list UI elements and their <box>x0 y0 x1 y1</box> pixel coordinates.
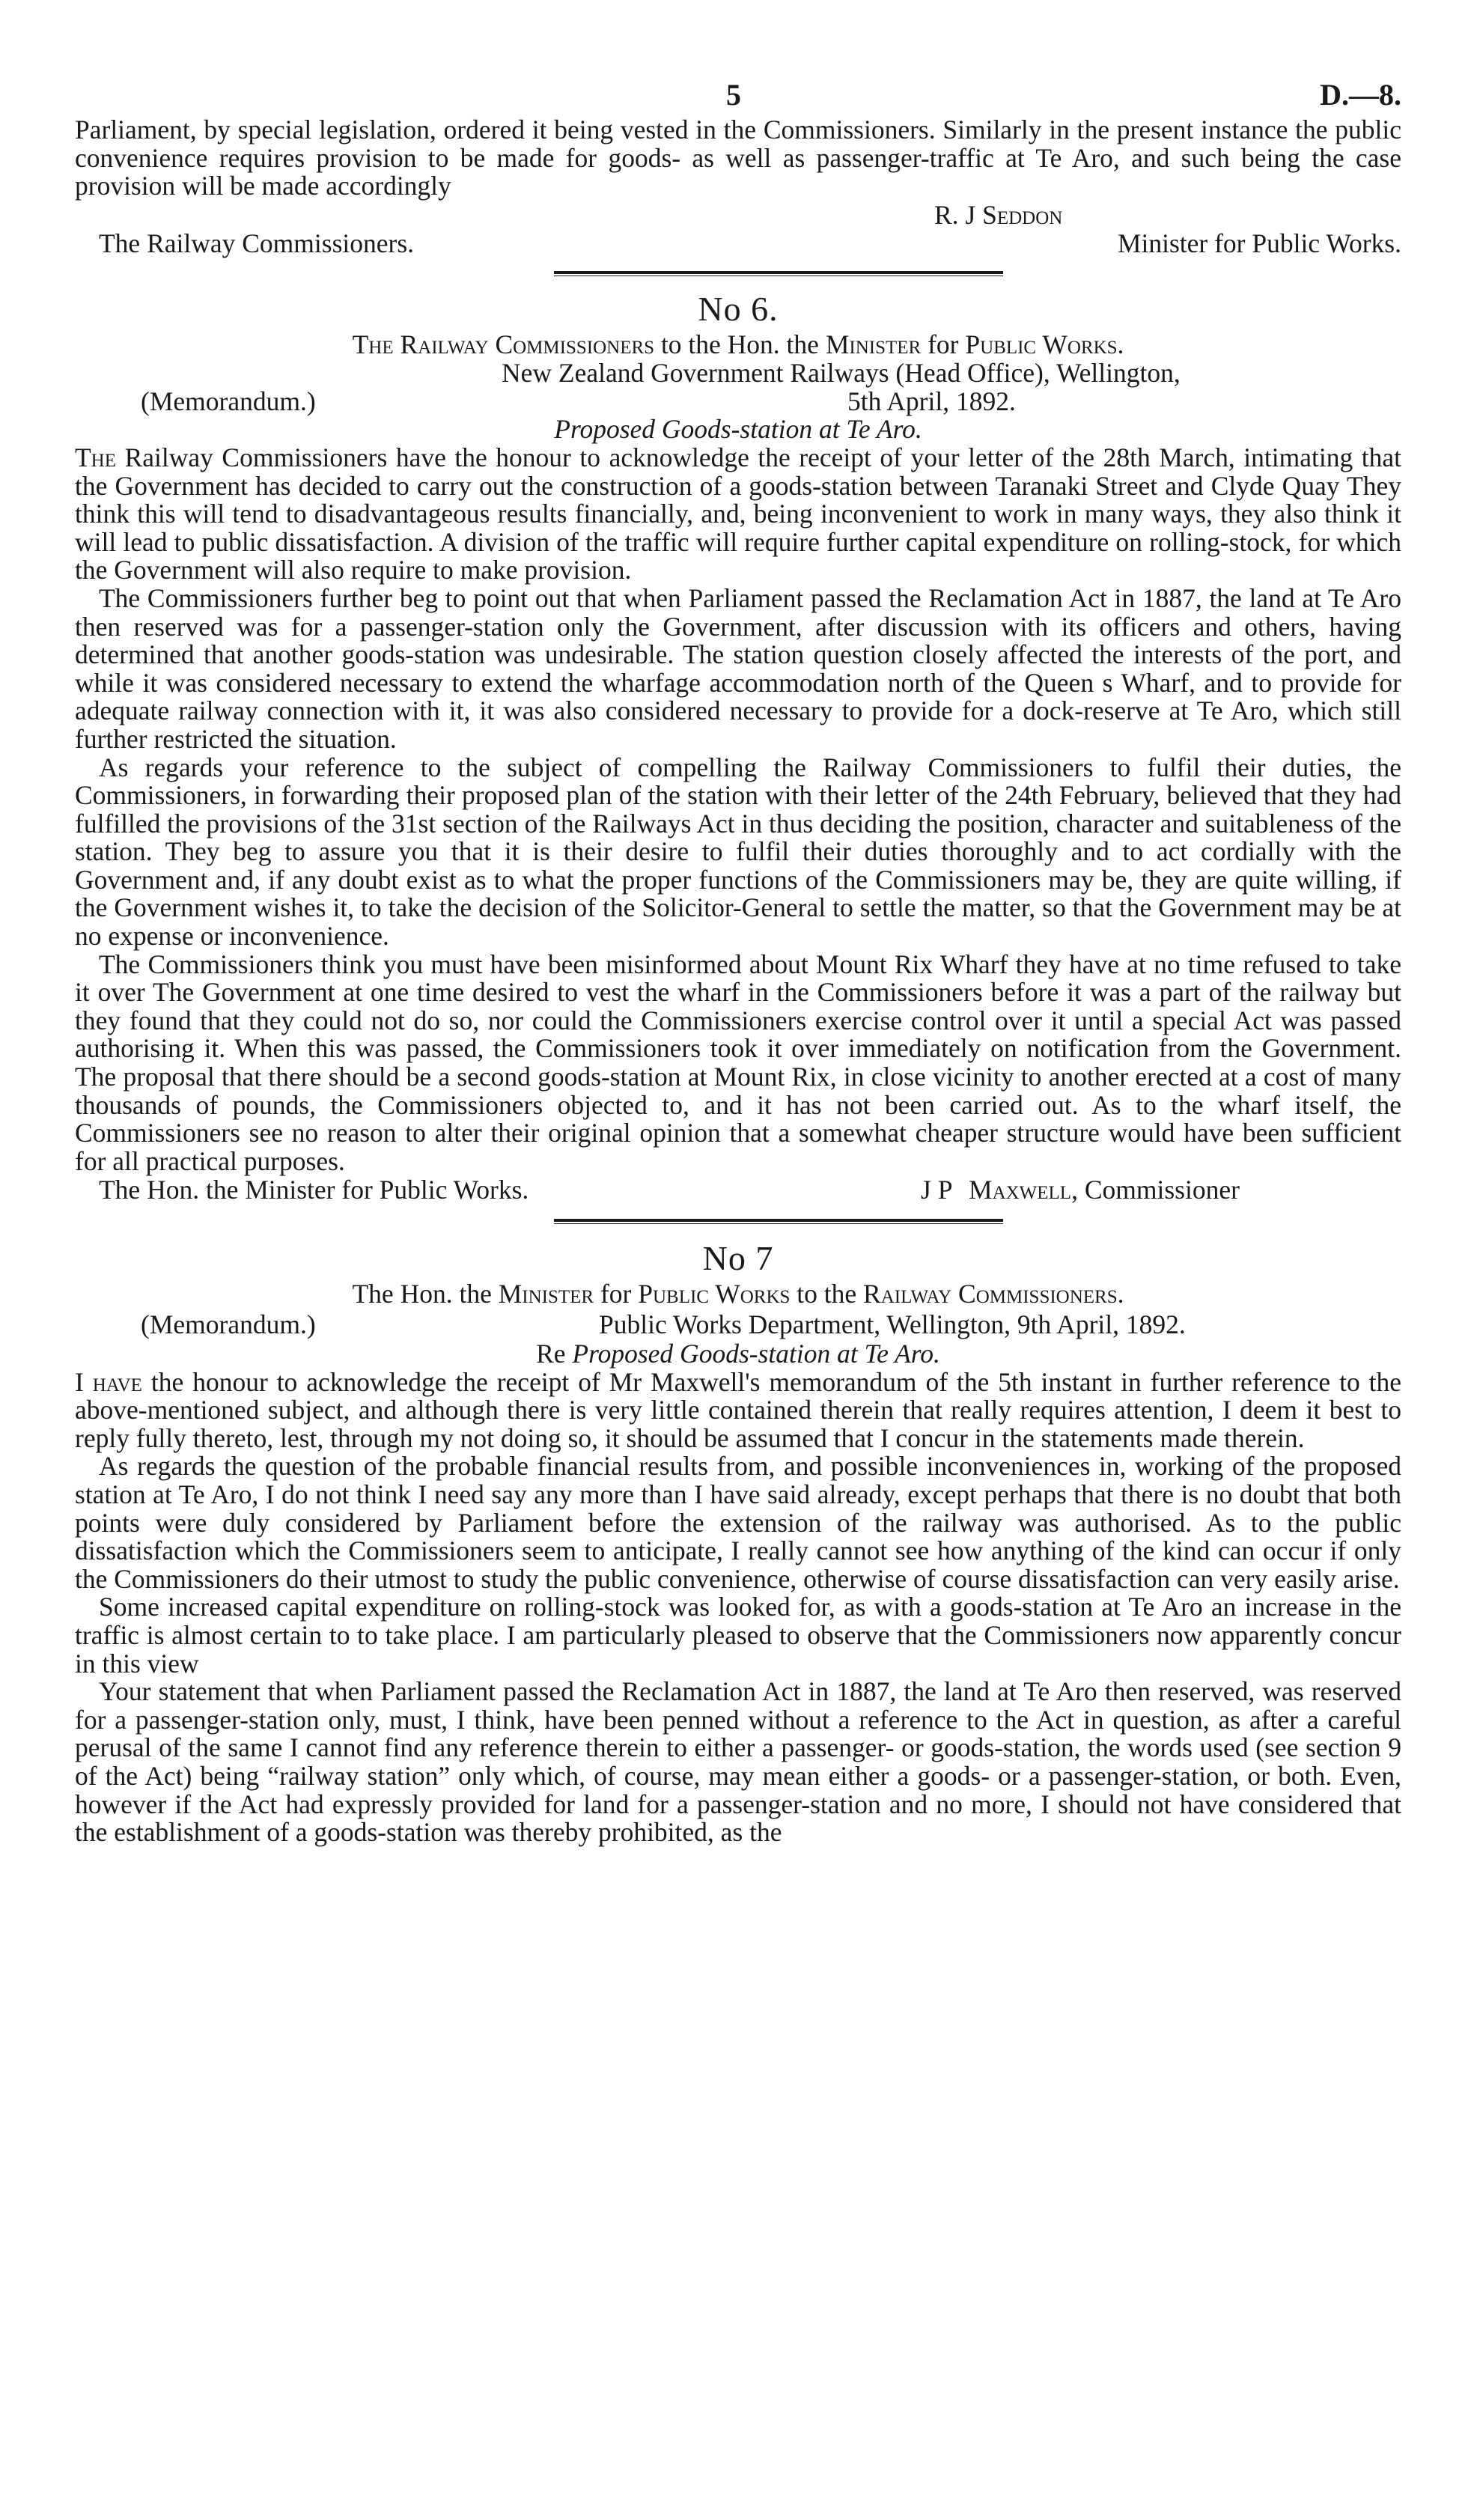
divider-thick-2 <box>554 1219 1003 1222</box>
no6-signature <box>921 1175 1240 1204</box>
no6-subject: Proposed Goods-station at Te Aro. <box>554 414 922 445</box>
page-number: 5 <box>726 78 741 112</box>
no6-paragraph-1-text: Railway Commissioners have the honour to acknowledge the receipt of your letter of the 28th March, intimating that the Government has decided to carry out the construction of a goods-station between Taranaki Street and Clyde Quay They think this will tend to disadvantageous results financially, and, being inconvenient to work in many ways, they also think it will lead to public dissatisfaction. A division of the traffic will require further capital expenditure on rolling-stock, for which the Government will also require to make provision. <box>75 442 1402 585</box>
no7-heading <box>75 1280 1401 1309</box>
no7-heading-dept: Public Works <box>638 1279 791 1309</box>
no6-first-word: The <box>75 442 117 472</box>
continuation-addressee: The Railway Commissioners. <box>99 228 415 258</box>
no7-paragraph-1-text: the honour to acknowledge the receipt of Mr Maxwell's memorandum of the 5th instant in further reference to the above-mentioned subject, and although there is very little contained therein that really requires attention, I deem it best to reply fully thereto, lest, through my not doing so, it should be assumed that I concur in the statements made therein. <box>75 1366 1402 1453</box>
continuation-signer-title: Minister for Public Works. <box>1117 228 1401 258</box>
no6-heading-for: for <box>928 329 959 359</box>
no6-paragraph-2: The Commissioners further beg to point out that when Parliament passed the Reclamation Act in 1887, the land at Te Aro then reserved was for a passenger-station only the Government, after discussion with its officers and others, having determined that another goods-station was undesirable. The station question closely affected the interests of the port, and while it was considered necessary to extend the wharfage accommodation north of the Queen s Wharf, and to provide for adequate railway connection with it, it was also considered necessary to provide for a dock-reserve at Te Aro, which still further restricted the situation. <box>75 582 1401 754</box>
no6-paragraph-3: As regards your reference to the subject of compelling the Railway Commissioners to fulfil their duties, the Commissioners, in forwarding their proposed plan of the station with their letter of the 24th February, believed that they had fulfilled the provisions of the 31st section of the Railways Act in thus deciding the position, character and suitableness of the station. They beg to assure you that it is their desire to fulfil their duties thoroughly and to act cordially with the Government and, if any doubt exist as to what the proper functions of the Commissioners may be, they are quite willing, if the Government wishes it, to take the decision of the Solicitor-General to settle the matter, so that the Government may be at no expense or inconvenience. <box>75 752 1401 952</box>
no7-title: No 7 <box>702 1239 774 1278</box>
continuation-signature-row <box>75 201 1401 229</box>
no7-paragraph-4: Your statement that when Parliament passed the Reclamation Act in 1887, the land at Te Aro then reserved, was reserved for a passenger-station only, must, I think, have been penned without a reference to the Act in question, as after a careful perusal of the same I cannot find any reference therein to either a passenger- or goods-station, the words used (see section 9 of the Act) being “railway station” only which, of course, may mean either a goods- or a passenger-station, or both. Even, however if the Act had expressly provided for land for a passenger-station and no more, I should not have considered that the establishment of a goods-station was thereby prohibited, as the <box>75 1676 1401 1848</box>
divider-thin-2 <box>554 1223 1003 1224</box>
no7-subject <box>75 1340 1401 1369</box>
no7-heading-for: for <box>600 1279 632 1309</box>
no6-signature-initials: J P <box>921 1175 952 1205</box>
no6-signature-title: Commissioner <box>1084 1175 1240 1205</box>
no7-address: Public Works Department, Wellington, 9th April, 1892. <box>599 1309 1186 1339</box>
no7-subject-prefix: Re <box>536 1339 566 1369</box>
no6-heading-to: to the Hon. the <box>660 329 819 359</box>
no7-heading-minister: Minister <box>498 1279 594 1309</box>
no7-first-word: I have <box>75 1366 142 1397</box>
no7-heading-pre: The Hon. the <box>352 1279 492 1309</box>
no6-heading-from: The Railway Commissioners <box>352 329 655 359</box>
no6-heading-minister: Minister <box>825 329 922 359</box>
session-reference: D.—8. <box>1320 78 1401 112</box>
no7-memo-row <box>75 1309 1401 1340</box>
no7-subject-text: Proposed Goods-station at Te Aro. <box>572 1339 940 1369</box>
continuation-closing-row <box>75 229 1401 258</box>
page-header <box>75 71 1401 116</box>
no7-memo-label: (Memorandum.) <box>141 1309 316 1339</box>
seddon-signature: R. J Seddon <box>934 199 1063 230</box>
no6-address-row <box>75 359 1401 387</box>
no6-paragraph-4: The Commissioners think you must have been misinformed about Mount Rix Wharf they have at no time refused to take it over The Government at one time desired to vest the wharf in the Commissioners before it was a part of the railway but they found that they could not do so, nor could the Commissioners exercise control over it until a special Act was passed authorising it. When this was passed, the Commissioners took it over immediately on notification from the Government. The proposal that there should be a second goods-station at Mount Rix, in close vicinity to another erected at a cost of many thousands of pounds, the Commissioners objected to, and it has not been carried out. As to the wharf itself, the Commissioners see no reason to alter their original opinion that a somewhat cheaper structure would have been sufficient for all practical purposes. <box>75 949 1401 1176</box>
no6-closing-row <box>75 1175 1401 1204</box>
no6-memo-row <box>75 387 1401 416</box>
continuation-paragraph: Parliament, by special legislation, ordered it being vested in the Commissioners. Similarly in the present instance the public convenience requires provision to be made for goods- as well as passenger-traffic at Te Aro, and such being the case provision will be made accordingly <box>75 115 1401 201</box>
no6-address: New Zealand Government Railways (Head Office), Wellington, <box>502 358 1181 389</box>
section-divider-2 <box>75 1204 1401 1237</box>
no6-heading-dept: Public Works. <box>965 329 1124 359</box>
divider-thick <box>554 271 1003 274</box>
no6-paragraph-1 <box>75 444 1401 585</box>
no7-paragraph-1 <box>75 1366 1402 1453</box>
no6-date: 5th April, 1892. <box>847 386 1016 417</box>
no6-title: No 6. <box>698 289 779 328</box>
no6-addressee: The Hon. the Minister for Public Works. <box>99 1175 529 1205</box>
no6-signature-name: Maxwell, <box>969 1175 1078 1205</box>
no7-heading-to: to the <box>797 1279 857 1309</box>
no7-paragraph-2: As regards the question of the probable financial results from, and possible inconveniences in, working of the proposed station at Te Aro, I do not think I need say any more than I have said already, except perhaps that there is no doubt that both points were duly considered by Parliament before the extension of the railway was authorised. As to the public dissatisfaction which the Commissioners seem to anticipate, I really cannot see how anything of the kind can occur if only the Commissioners do their utmost to study the public convenience, otherwise of course dissatisfaction can very easily arise. <box>75 1451 1401 1594</box>
no7-paragraph-3: Some increased capital expenditure on rolling-stock was looked for, as with a goods-station at Te Aro an increase in the traffic is almost certain to to take place. I am particularly pleased to observe that the Commissioners now apparently concur in this view <box>75 1592 1401 1679</box>
no6-memo-label: (Memorandum.) <box>141 386 316 417</box>
section-divider <box>75 258 1401 287</box>
no6-heading <box>75 331 1401 359</box>
no7-heading-recipient: Railway Commissioners. <box>863 1279 1124 1309</box>
document-page <box>75 71 1401 1847</box>
